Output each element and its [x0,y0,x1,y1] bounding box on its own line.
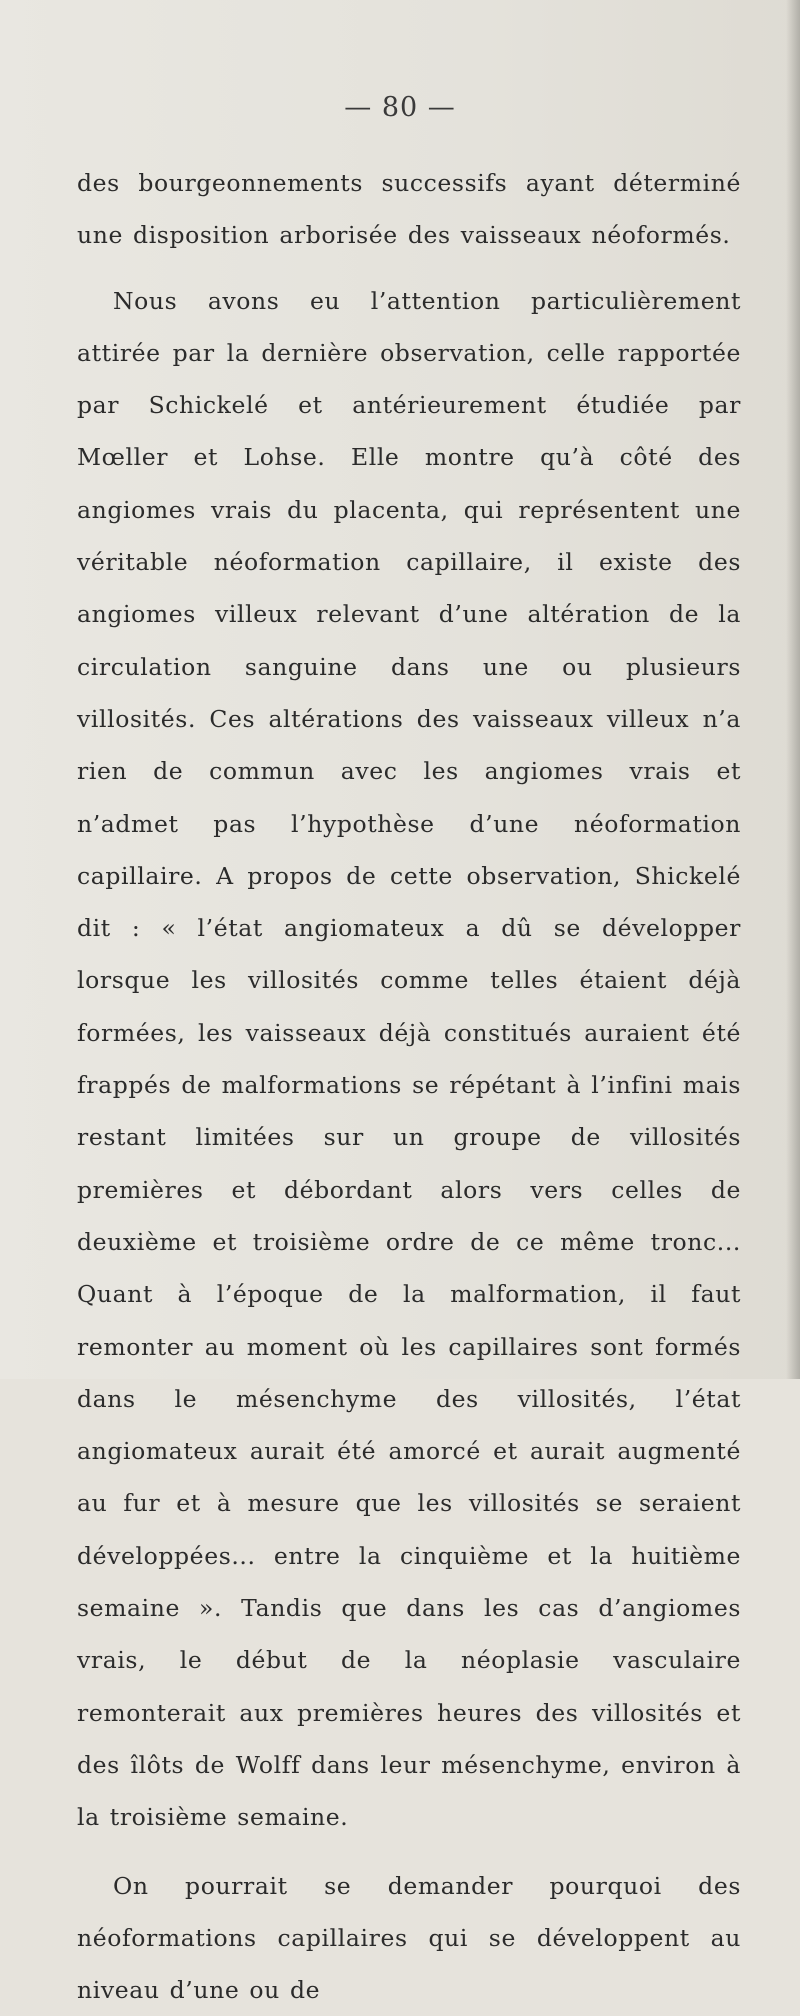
paragraph-angiomes: Nous avons eu l’attention particulièrement attirée par la dernière observation, celle rapportée par Schickelé et antérieurement étudiée par Mœller et Lohse. Elle montre qu’à côté des angiomes vrais du placenta, qui représentent une véritable néoformation capillaire, il existe des angiomes villeux relevant d’une altération de la circulation sanguine dans une ou plusieurs villosités. Ces altérations des vaisseaux villeux n’a rien de commun avec les angiomes vrais et n’admet pas l’hypothèse d’une néoformation capillaire. A propos de cette observation, Shickelé dit : « l’état angiomateux a dû se développer lorsque les villosités comme telles étaient déjà formées, les vaisseaux déjà constitués auraient été frappés de malformations se répétant à l’infini mais restant limitées sur un groupe de villosités premières et débordant alors vers celles de deuxième et troisième ordre de ce même tronc... Quant à l’époque de la malformation, il faut remonter au moment où les capillaires sont formés dans le mésenchyme des villosités, l’état angiomateux aurait été amorcé et aurait augmenté au fur et à mesure que les villosités se seraient développées... entre la cinquième et la huitième semaine ». Tandis que dans les cas d’angiomes vrais, le début de la néoplasie vasculaire remonterait aux premières heures des villosités et des îlôts de Wolff dans leur mésenchyme, environ à la troisième semaine. [77,275,741,1844]
page-number: — 80 — [0,92,800,123]
page-edge-shadow [786,0,800,1379]
paragraph-continuation: des bourgeonnements successifs ayant déterminé une disposition arborisée des vaisseaux néoformés. [77,157,741,262]
body-text [77,157,741,2016]
paragraph-neoformations: On pourrait se demander pourquoi des néoformations capillaires qui se développent au niveau d’une ou de [77,1860,741,2016]
